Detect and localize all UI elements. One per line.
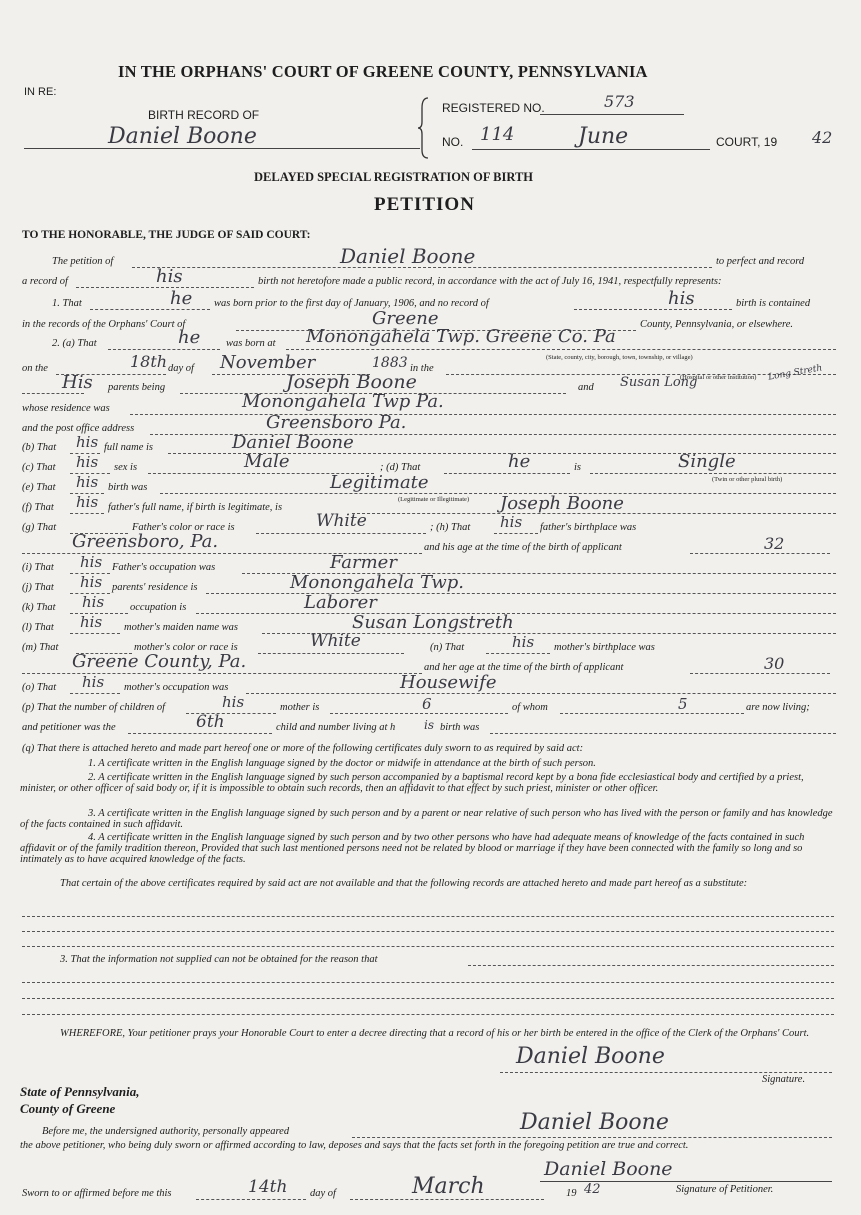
sworn-19: 19 [566,1188,577,1199]
birth-record-label: BIRTH RECORD OF [148,108,260,122]
label-p: (p) That the number of children of [22,702,166,713]
line [76,287,254,288]
appeared-name: Daniel Boone [520,1110,669,1135]
item-2a-he: he [178,327,201,348]
line [22,931,834,932]
line [22,393,84,394]
birth-record-name: Daniel Boone [108,124,257,149]
and-label: and [578,382,594,393]
line [468,965,834,966]
now-living-label: are now living; [746,702,810,713]
father-full-name-label: father's full name, if birth is legitimate, is [108,502,283,513]
line [352,1137,832,1138]
label-b: (b) That [22,442,57,453]
line [70,633,120,634]
label-e: (e) That [22,482,56,493]
item-1-records-of: in the records of the Orphans' Court of [22,319,186,330]
registered-no-label: REGISTERED NO. [442,101,545,115]
child-number-label: child and number living at h [276,722,396,733]
father-occupation-label: Father's occupation was [112,562,216,573]
line [350,1199,544,1200]
birth-month: November [220,352,316,373]
children-value: 6 [422,695,432,713]
line [486,653,550,654]
line [286,349,836,350]
n-his: his [512,633,535,651]
living-value: 5 [678,695,688,713]
line [70,693,120,694]
line [560,713,744,714]
court-title: IN THE ORPHANS' COURT OF GREENE COUNTY, PENNSYLVANIA [118,62,648,81]
mother-occupation-value: Housewife [400,672,497,693]
h-his: his [500,513,523,531]
certificate-2: 2. A certificate written in the English language signed by such person accompanied by a baptismal record kept by a bona fide ecclesiastical body and certified by a priest, minister, or other officer of said body or, if it is impossible to obtain such records, then an affidavit to that effect by such priest, minister or other officer. [20,772,804,794]
birth-was-label: birth was [108,482,148,493]
court-year: 42 [812,128,833,147]
j-his: his [80,573,103,591]
no-month: June [578,124,629,149]
line [590,473,836,474]
certificate-1: 1. A certificate written in the English language signed by the doctor or midwife in attendance at the birth of such person. [88,758,596,769]
petitioner-name: Daniel Boone [340,244,476,268]
caption-hospital: (Hospital or other institution) [680,374,757,381]
no-label: NO. [442,135,464,149]
caption-twin: (Twin or other plural birth) [712,476,783,483]
line [128,733,272,734]
petitioner-was-label: and petitioner was the [22,722,116,733]
label-d: ; (d) That [380,462,421,473]
line [22,916,834,917]
b-his: his [76,433,99,451]
mother-birthplace-label: mother's birthplace was [554,642,655,653]
registered-no-line [540,114,684,115]
birth-year: 1883 [372,355,408,371]
line [206,593,836,594]
item-2a-label: 2. (a) That [52,338,97,349]
line [574,309,732,310]
label-n: (n) That [430,642,465,653]
signature-name: Daniel Boone [516,1044,665,1069]
line [196,1199,306,1200]
petition-of-label: The petition of [52,256,114,267]
item-2a-born-at: was born at [226,338,276,349]
sex-label: sex is [114,462,138,473]
state-line-2: County of Greene [20,1101,116,1116]
item-1-county: Greene [372,308,439,329]
mother-is-label: mother is [280,702,320,713]
item-1-label: 1. That [52,298,82,309]
line [330,713,508,714]
birth-day: 18th [130,352,168,371]
label-i: (i) That [22,562,54,573]
p-his: his [222,693,245,711]
in-re-label: IN RE: [24,86,57,98]
not-heretofore-text: birth not heretofore made a public record, in accordance with the act of July 16, 1941, respectfully represents: [258,276,722,287]
l-his: his [80,613,103,631]
line [246,693,836,694]
salutation: TO THE HONORABLE, THE JUDGE OF SAID COURT: [22,229,311,241]
mother-age-value: 30 [764,654,785,673]
day-of-label: day of [168,363,194,374]
line [130,414,836,415]
line [256,533,426,534]
birth-was-end-label: birth was [440,722,480,733]
line [196,613,836,614]
single-value: Single [678,451,736,472]
label-h: ; (h) That [430,522,471,533]
delayed-title: DELAYED SPECIAL REGISTRATION OF BIRTH [254,170,534,184]
d-he: he [508,451,531,472]
record-of-label: a record of [22,276,68,287]
brace [418,96,434,160]
father-color-label: Father's color or race is [132,522,235,533]
caption-legit: (Legitimate or Illegitimate) [398,496,470,503]
petitioner-signature-label: Signature of Petitioner. [676,1184,774,1195]
item-1-he: he [170,288,193,309]
parents-residence-label: parents' residence is [112,582,198,593]
line [22,946,834,947]
father-birthplace-label: father's birthplace was [540,522,637,533]
label-c: (c) That [22,462,56,473]
k-his: his [82,593,105,611]
mother-color-label: mother's color or race is [134,642,238,653]
certificate-3: 3. A certificate written in the English language signed by such person and by a parent or near relative of such person who has lived with the person or family and has knowledge of the facts contained in such affidavit. [20,808,833,830]
i-his: his [80,553,103,571]
residence-value: Monongahela Twp Pa. [242,391,444,412]
line [258,653,404,654]
sworn-day-of: day of [310,1188,336,1199]
her-age-label: and her age at the time of the birth of applicant [424,662,624,673]
court-label: COURT, 19 [716,135,778,149]
line [22,982,834,983]
father-name: Joseph Boone [286,371,417,393]
signature-label: Signature. [762,1074,806,1085]
sworn-day: 14th [248,1177,288,1197]
in-the-label: in the [410,363,434,374]
mother-occupation-label: mother's occupation was [124,682,229,693]
his-short: is [424,718,434,732]
is-label: is [574,462,582,473]
father-age-value: 32 [764,534,785,553]
wherefore-text: WHEREFORE, Your petitioner prays your Honorable Court to enter a decree directing that a record of his or her birth be entered in the office of the Clerk of the Orphans' Court. [60,1028,810,1039]
label-k: (k) That [22,602,56,613]
substitute-text: That certain of the above certificates required by said act are not available and that the following records are attached hereto and made part hereof as a substitute: [60,878,748,889]
line [108,349,220,350]
line [490,733,836,734]
label-l: (l) That [22,622,54,633]
sworn-year: 42 [584,1182,601,1197]
father-color-value: White [316,511,367,531]
petition-title: PETITION [374,194,475,215]
line [22,998,834,999]
sex-value: Male [244,451,290,472]
mother-maiden-value: Susan Longstreth [352,612,514,633]
item-1-his: his [668,288,695,309]
line [90,309,210,310]
line [444,473,570,474]
no-line [472,149,710,150]
of-whom-label: of whom [512,702,548,713]
legitimate-value: Legitimate [330,472,429,493]
e-his: his [76,473,99,491]
father-occupation-value: Farmer [330,552,397,573]
sworn-text: Sworn to or affirmed before me this [22,1188,172,1199]
parents-his: His [62,372,93,393]
label-g: (g) That [22,522,57,533]
label-f: (f) That [22,502,54,513]
mother-birthplace-value: Greene County, Pa. [72,651,247,672]
petitioner-signature: Daniel Boone [544,1158,673,1180]
margin-note: Long Streth [767,363,824,383]
no-value: 114 [480,124,515,145]
o-his: his [82,673,105,691]
line [494,533,538,534]
line [160,493,836,494]
occupation-value: Laborer [304,592,377,613]
line [500,1072,832,1073]
caption-state-county: (State, county, city, borough, town, township, or village) [546,354,693,361]
record-of-his: his [156,266,183,287]
parents-being-label: parents being [108,382,166,393]
on-the-label: on the [22,363,48,374]
label-o: (o) That [22,682,57,693]
item-1-birth-contained: birth is contained [736,298,811,309]
father-birthplace-value: Greensboro, Pa. [72,531,219,552]
registered-no-value: 573 [604,92,635,111]
post-office-label: and the post office address [22,423,135,434]
mother-color-value: White [310,631,361,651]
sworn-month: March [412,1174,485,1199]
mother-maiden-label: mother's maiden name was [124,622,238,633]
line [690,673,830,674]
birthplace-value: Monongahela Twp. Greene Co. Pa [306,326,616,347]
to-perfect-label: to perfect and record [716,256,805,267]
c-his: his [76,453,99,471]
full-name-label: full name is [104,442,153,453]
label-q: (q) That there is attached hereto and made part hereof one or more of the following certificates duly sworn to as required by said act: [22,743,584,754]
state-line-1: State of Pennsylvania, [20,1084,140,1099]
label-m: (m) That [22,642,59,653]
occupation-label: occupation is [130,602,187,613]
order-value: 6th [196,712,225,732]
line [22,1014,834,1015]
full-name-value: Daniel Boone [232,432,354,453]
label-j: (j) That [22,582,54,593]
f-his: his [76,493,99,511]
item-1-born-prior: was born prior to the first day of January, 1906, and no record of [214,298,489,309]
residence-label: whose residence was [22,403,110,414]
before-me-text: Before me, the undersigned authority, personally appeared [42,1126,290,1137]
parents-residence-value: Monongahela Twp. [290,572,465,593]
birth-record-rule [24,148,420,149]
his-age-label: and his age at the time of the birth of applicant [424,542,622,553]
father-full-name-value: Joseph Boone [500,493,624,514]
line [690,553,830,554]
certificate-4: 4. A certificate written in the English language signed by such person and by two other persons who have had adequate means of knowledge of the facts contained in such affidavit or of the family tradition thereon, Provided that such last mentioned persons need not be related by blood or marriage if they have been connected with the family so long and so intimately as to have acquired knowledge of the facts. [20,832,805,865]
mother-short: Susan Long [620,375,698,390]
deposes-text: the above petitioner, who being duly sworn or affirmed according to law, deposes and says that the facts set forth in the foregoing petition are true and correct. [20,1140,689,1151]
line [70,513,104,514]
post-office-value: Greensboro Pa. [266,412,407,433]
item-1-county-elsewhere: County, Pennsylvania, or elsewhere. [640,319,793,330]
item-3-text: 3. That the information not supplied can not be obtained for the reason that [60,954,378,965]
